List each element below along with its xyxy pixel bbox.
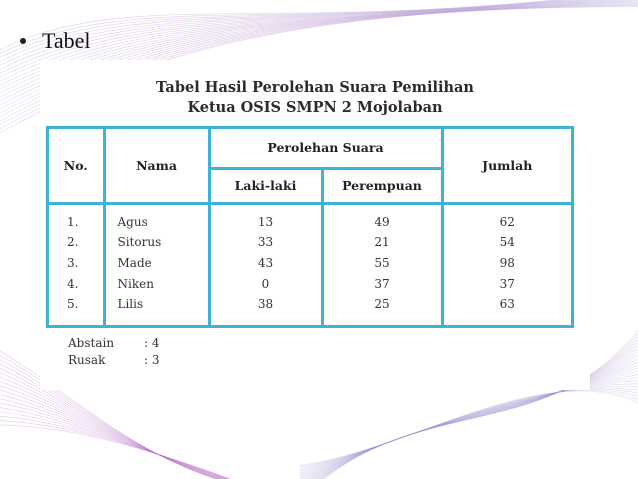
cell-perempuan: 37 — [322, 273, 442, 294]
header-no: No. — [49, 129, 104, 203]
note-rusak-value: : 3 — [144, 353, 160, 367]
cell-laki: 43 — [209, 253, 322, 274]
wave-line — [0, 375, 260, 479]
wave-line — [300, 391, 638, 465]
cell-jumlah: 62 — [499, 214, 515, 229]
table-row — [49, 232, 571, 253]
wave-line — [0, 395, 260, 479]
bullet-text: Tabel — [42, 28, 91, 53]
wave-line — [0, 385, 260, 479]
cell-nama: Made — [104, 253, 209, 274]
wave-line — [0, 0, 638, 60]
cell-no: 5. — [49, 294, 104, 315]
header-perolehan-suara: Perolehan Suara — [209, 129, 442, 168]
header-perempuan: Perempuan — [322, 168, 442, 203]
wave-line — [0, 425, 260, 479]
cell-no: 4. — [49, 273, 104, 294]
bullet-icon — [20, 38, 26, 44]
cell-jumlah: 98 — [499, 256, 515, 271]
vote-table-frame — [46, 126, 574, 328]
header-nama: Nama — [104, 129, 209, 203]
cell-laki: 38 — [209, 294, 322, 315]
table-row — [49, 253, 571, 274]
wave-line — [0, 0, 638, 64]
cell-jumlah: 63 — [499, 297, 515, 312]
cell-nama: Niken — [104, 273, 209, 294]
cell-perempuan: 55 — [322, 253, 442, 274]
cell-laki: 0 — [209, 273, 322, 294]
cell-nama: Lilis — [104, 294, 209, 315]
wave-line — [300, 380, 638, 476]
cell-jumlah: 37 — [499, 276, 515, 291]
wave-line — [0, 420, 260, 479]
cell-nama: Agus — [104, 212, 209, 233]
header-laki-laki: Laki-laki — [209, 168, 322, 203]
note-abstain-label: Abstain — [68, 336, 115, 350]
cell-nama: Sitorus — [104, 232, 209, 253]
cell-no: 3. — [49, 253, 104, 274]
cell-laki: 13 — [209, 212, 322, 233]
table-row — [49, 273, 571, 294]
vote-table — [49, 129, 571, 325]
table-title-line1: Tabel Hasil Perolehan Suara Pemilihan — [156, 79, 474, 96]
note-abstain-value: : 4 — [144, 336, 160, 350]
cell-jumlah: 54 — [499, 235, 515, 250]
cell-no: 2. — [49, 232, 104, 253]
table-row — [49, 294, 571, 315]
cell-perempuan: 49 — [322, 212, 442, 233]
cell-laki: 33 — [209, 232, 322, 253]
table-notes — [68, 336, 160, 370]
note-rusak-label: Rusak — [68, 353, 106, 367]
header-jumlah: Jumlah — [442, 129, 571, 203]
slide-bullet — [20, 29, 91, 53]
note-rusak — [68, 353, 160, 370]
table-title-line2: Ketua OSIS SMPN 2 Mojolaban — [187, 99, 443, 116]
cell-no: 1. — [49, 212, 104, 233]
table-row — [49, 212, 571, 233]
cell-perempuan: 21 — [322, 232, 442, 253]
note-abstain — [68, 336, 160, 353]
wave-line — [0, 380, 260, 479]
cell-perempuan: 25 — [322, 294, 442, 315]
